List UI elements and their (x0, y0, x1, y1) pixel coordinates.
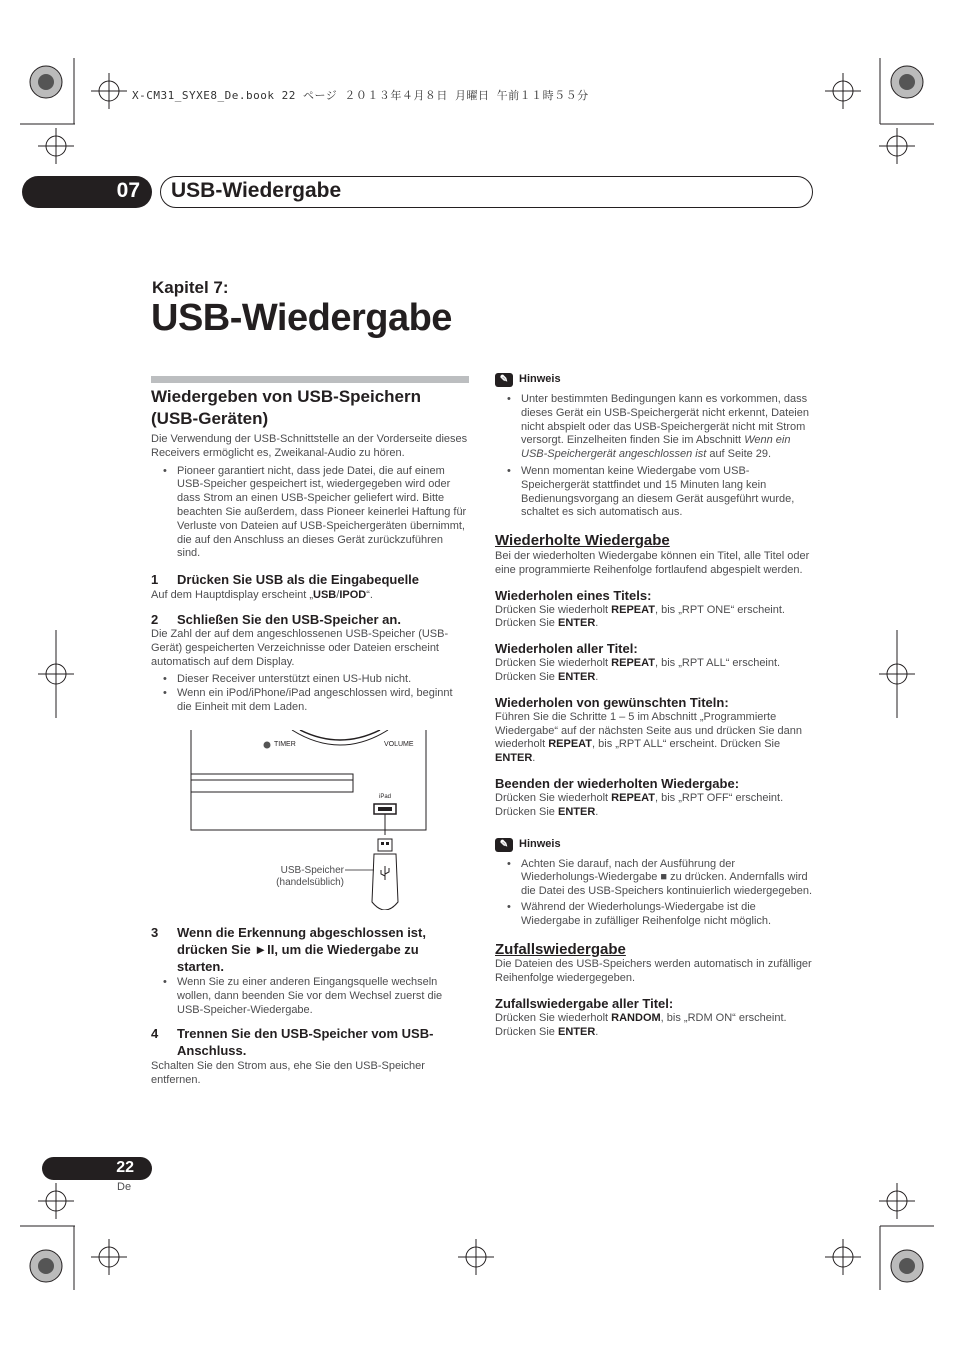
left-column-lower (151, 924, 469, 1088)
ipad-label: iPad (379, 794, 392, 800)
left-column (151, 386, 469, 715)
intro-text: Die Verwendung der USB-Schnittstelle an der Vorderseite dieses Receivers ermöglicht es, Zweikanal-Audio zu hören. (151, 433, 468, 459)
repeat-one-heading: Wiederholen eines Titels: (495, 587, 652, 603)
list-item: • Wenn ein iPod/iPhone/iPad angeschlossen wird, beginnt die Einheit mit dem Laden. (177, 687, 469, 715)
step-4-text: Schalten Sie den Strom aus, ehe Sie den USB-Speicher entfernen. (151, 1060, 425, 1087)
list-item: • Achten Sie darauf, nach der Ausführung der Wiederholungs-Wiedergabe ■ zu drücken. Andernfalls wird die Datei des USB-Speichers kontinuierlich wiedergegeben. (521, 858, 813, 899)
bullet-list (151, 465, 469, 562)
repeat-off-heading: Beenden der wiederholten Wiedergabe: (495, 775, 740, 791)
hinweis-note-2: ✎ Hinweis (495, 838, 813, 852)
hinweis-note-1: ✎ Hinweis (495, 373, 813, 387)
figure-caption: USB-Speicher (handelsüblich) (276, 865, 344, 888)
section-rule (151, 376, 469, 383)
page-title: USB-Wiedergabe (151, 297, 452, 339)
page-language: De (117, 1181, 132, 1193)
chapter-header-title: USB-Wiedergabe (171, 179, 342, 202)
bullet-list (495, 858, 813, 929)
repeat-heading: Wiederholte Wiedergabe (495, 532, 670, 550)
bullet-list (151, 976, 469, 1017)
chapter-badge (22, 176, 152, 208)
repeat-intro: Bei der wiederholten Wiedergabe können ein Titel, alle Titel oder eine programmierte Reihenfolge fortlaufend abgespielt werden. (495, 549, 810, 576)
repeat-one-text: Drücken Sie wiederholt REPEAT, bis „RPT ONE“ erscheint. Drücken Sie ENTER. (495, 603, 785, 630)
note-pencil-icon: ✎ (495, 373, 513, 387)
shuffle-all-text: Drücken Sie wiederholt RANDOM, bis „RDM ON“ erscheint. Drücken Sie ENTER. (495, 1011, 787, 1038)
timer-label: TIMER (274, 741, 296, 748)
repeat-selected-heading: Wiederholen von gewünschten Titeln: (495, 694, 729, 710)
bullet-list (151, 673, 469, 714)
section-heading: Wiedergeben von USB-Speichern (USB-Geräten) (151, 387, 422, 428)
chapter-kicker: Kapitel 7: (152, 278, 229, 297)
repeat-off-text: Drücken Sie wiederholt REPEAT, bis „RPT OFF“ erscheint. Drücken Sie ENTER. (495, 791, 784, 818)
chapter-number: 07 (116, 179, 140, 202)
step-2: 2 Schließen Sie den USB-Speicher an. (151, 611, 401, 627)
list-item: • Unter bestimmten Bedingungen kann es vorkommen, dass dieses Gerät ein USB-Speichergerät nicht erkennt, Dateien nicht abspielt oder das USB-Speichergerät nicht mit Strom versorgt. Einzelheiten finden Sie im Abschnitt Wenn ein USB-Speichergerät angeschlossen ist auf Seite 29. (521, 393, 813, 462)
list-item: • Wenn Sie zu einer anderen Eingangsquelle wechseln wollen, dann beenden Sie vor dem Wechsel zuerst die USB-Speicher-Wiedergabe. (177, 976, 469, 1017)
note-pencil-icon: ✎ (495, 838, 513, 852)
list-item: • Dieser Receiver unterstützt einen US-Hub nicht. (177, 673, 469, 687)
shuffle-heading: Zufallswiedergabe (495, 940, 626, 958)
repeat-selected-text: Führen Sie die Schritte 1 – 5 im Abschnitt „Programmierte Wiedergabe“ auf der nächsten Seite aus und drücken Sie dann wiederholt REPEAT, bis „RPT ALL“ erscheint. Drücken Sie ENTER. (495, 710, 802, 765)
list-item: • Wenn momentan keine Wiedergabe vom USB-Speichergerät stattfindet und 15 Minuten lang kein Bedienungsvorgang an diesem Gerät ausgeführt wurde, schaltet es sich automatisch aus. (521, 465, 813, 520)
step-2-text: Die Zahl der auf dem angeschlossenen USB-Speicher (USB-Gerät) gespeicherten Verzeichnisse oder Dateien erscheint automatisch auf dem Display. (151, 627, 449, 668)
list-item: • Pioneer garantiert nicht, dass jede Datei, die auf einem USB-Speicher gespeichert ist, wiedergegeben wird oder dass Strom an einen USB-Speicher geliefert wird. Bitte beachten Sie außerdem, dass Pioneer keinerlei Haftung für Verluste von Dateien auf USB-Speichergeräten übernimmt, die auf den Anschluss an dieses Gerät zurückzuführen sind. (177, 465, 469, 562)
volume-label: VOLUME (384, 741, 414, 748)
repeat-all-text: Drücken Sie wiederholt REPEAT, bis „RPT ALL“ erscheint. Drücken Sie ENTER. (495, 657, 781, 683)
shuffle-all-heading: Zufallswiedergabe aller Titel: (495, 995, 674, 1011)
file-header: X-CM31_SYXE8_De.book 22 ページ ２０１３年４月８日 月曜日 午前１１時５５分 (132, 89, 589, 102)
step-3: 3 Wenn die Erkennung abgeschlossen ist, drücken Sie ►II, um die Wiedergabe zu starten. (151, 925, 426, 974)
step-4: 4 Trennen Sie den USB-Speicher vom USB-Anschluss. (151, 1026, 434, 1059)
chapter-header-bar (160, 176, 813, 208)
shuffle-intro: Die Dateien des USB-Speichers werden automatisch in zufälliger Reihenfolge wiedergegeben. (495, 958, 812, 985)
bullet-list (495, 393, 813, 520)
device-figure (190, 730, 430, 910)
right-column (495, 373, 813, 1040)
step-1: 1 Drücken Sie USB als die Eingabequelle (151, 572, 420, 588)
page-number-badge (42, 1157, 152, 1180)
list-item: • Während der Wiederholungs-Wiedergabe ist die Wiedergabe in zufälliger Reihenfolge nicht möglich. (521, 901, 813, 929)
step-1-text: Auf dem Hauptdisplay erscheint „USB/IPOD“. (151, 589, 373, 602)
page-number: 22 (116, 1159, 134, 1176)
repeat-all-heading: Wiederholen aller Titel: (495, 641, 638, 657)
